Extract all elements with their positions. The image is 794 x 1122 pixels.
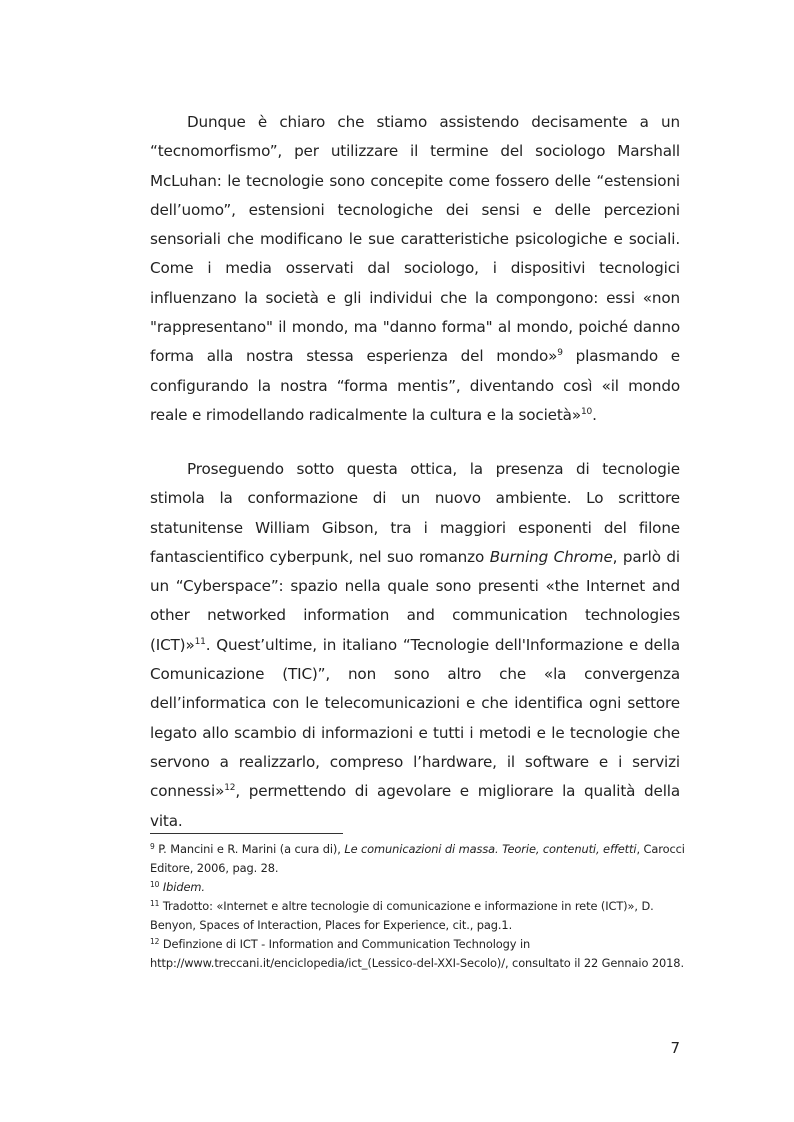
footnote-number: 11 <box>150 899 160 908</box>
paragraph-footnote-ref: 12 <box>224 783 236 794</box>
footnote-11 <box>150 897 685 935</box>
footnote-10 <box>150 878 685 897</box>
paragraph-text: , parlò di un “Cyberspace”: spazio nella quale sono presenti «the Internet and other networked information and communication technologies (ICT)» <box>150 547 680 654</box>
page-number: 7 <box>670 1039 680 1057</box>
paragraph-text: Dunque è chiaro che stiamo assistendo decisamente a un “tecnomorfismo”, per utilizzare il termine del sociologo Marshall McLuhan: le tecnologie sono concepite come fossero delle “estensioni dell’uomo”, estensioni tecnologiche dei sensi e delle percezioni sensoriali che modificano le sue caratteristiche psicologiche e sociali. Come i media osservati dal sociologo, i dispositivi tecnologici influenzano la società e gli individui che la compongono: essi «non "rappresentano" il mondo, ma "danno forma" al mondo, poiché danno forma alla nostra stessa esperienza del mondo» <box>150 113 680 366</box>
paragraph-italic-text: Burning Chrome <box>489 547 613 566</box>
footnote-text: Tradotto: «Internet e altre tecnologie di comunicazione e informazione in rete (ICT)», D. Benyon, Spaces of Interaction, Places for Experience, cit., pag.1. <box>150 899 654 932</box>
footnote-text: P. Mancini e R. Marini (a cura di), <box>154 842 345 856</box>
body-paragraph-1 <box>150 108 680 430</box>
footnote-italic-text: Le comunicazioni di massa. Teorie, contenuti, effetti <box>344 842 637 856</box>
footnote-separator <box>150 833 343 834</box>
footnote-italic-text: Ibidem. <box>162 880 205 894</box>
paragraph-footnote-ref: 11 <box>194 636 206 647</box>
paragraph-text: , permettendo di agevolare e migliorare la qualità della vita. <box>150 782 680 830</box>
footnote-text: , Carocci Editore, 2006, pag. 28. <box>150 842 685 875</box>
footnote-number: 10 <box>150 880 160 889</box>
footnote-12 <box>150 935 685 973</box>
body-paragraph-2 <box>150 455 680 836</box>
paragraph-footnote-ref: 10 <box>580 406 593 417</box>
paragraph-footnote-ref: 9 <box>557 348 563 359</box>
footnote-9 <box>150 840 685 878</box>
footnotes-section <box>150 840 685 973</box>
footnote-number: 9 <box>150 842 155 851</box>
footnote-number: 12 <box>150 937 160 946</box>
paragraph-text: Proseguendo sotto questa ottica, la presenza di tecnologie stimola la conformazione di un nuovo ambiente. Lo scrittore statunitense William Gibson, tra i maggiori esponenti del filone fantascientifico cyberpunk, nel suo romanzo <box>150 460 680 566</box>
paragraph-text: . <box>592 405 597 424</box>
footnote-text: Definzione di ICT - Information and Communication Technology in http://www.treccani.it/enciclopedia/ict_(Lessico-del-XXI-Secolo)/, consultato il 22 Gennaio 2018. <box>150 937 684 970</box>
paragraph-text: plasmando e configurando la nostra “forma mentis”, diventando così «il mondo reale e rimodellando radicalmente la cultura e la società» <box>150 347 680 424</box>
paragraph-text: . Quest’ultime, in italiano “Tecnologie dell'Informazione e della Comunicazione (TIC)”, non sono altro che «la convergenza dell’informatica con le telecomunicazioni e che identifica ogni settore legato allo scambio di informazioni e tutti i metodi e le tecnologie che servono a realizzarlo, compreso l’hardware, il software e i servizi connessi» <box>150 635 680 801</box>
